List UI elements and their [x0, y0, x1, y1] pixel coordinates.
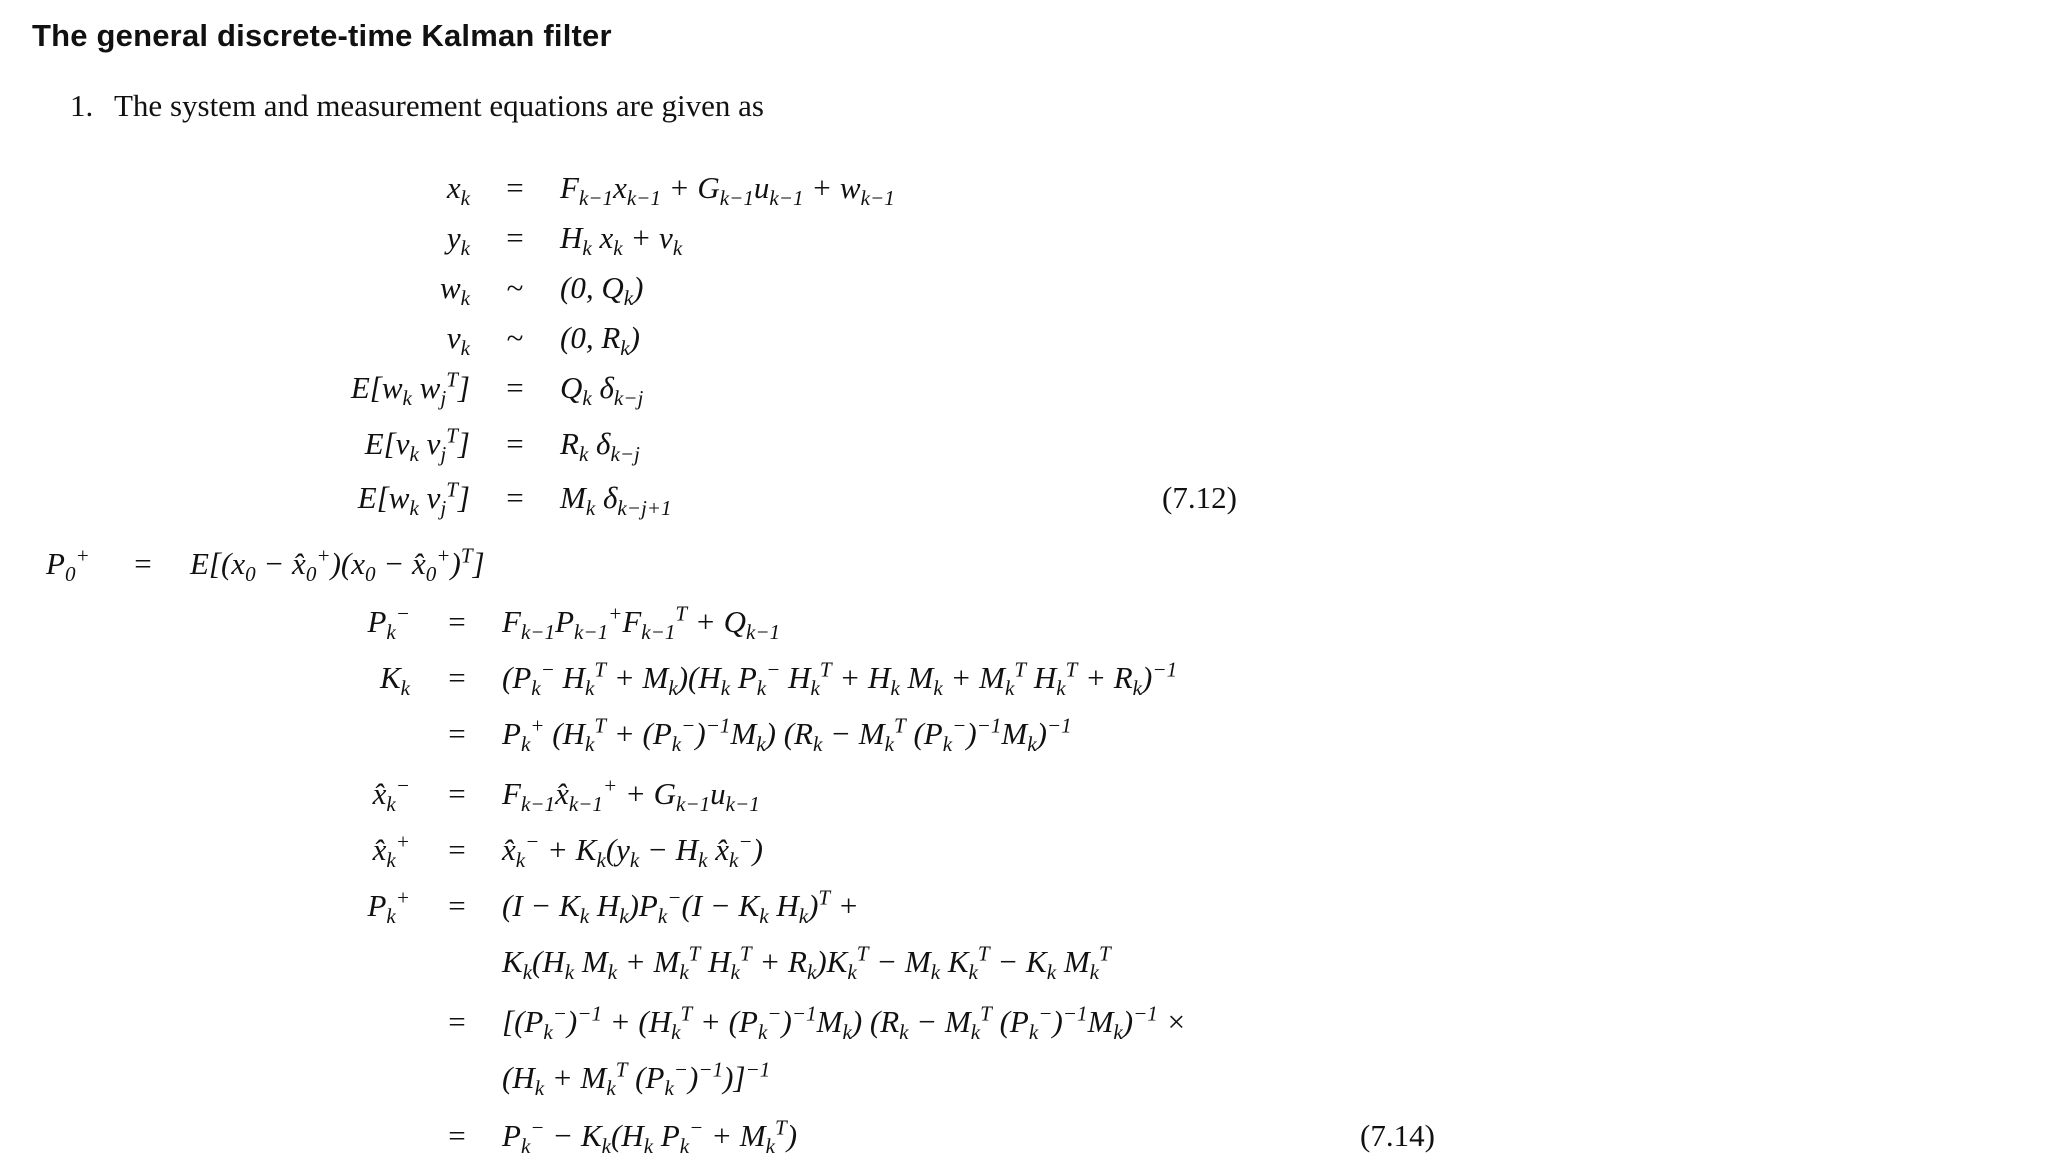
filter-eq-relation: = — [448, 1118, 466, 1153]
equation-tag-7-12: (7.12) — [1162, 480, 1237, 515]
filter-eq-rhs: $x̂_k^- + K_k(y_k - H_k$ $x̂_k^-$) — [502, 829, 763, 873]
system-eq-rhs: (0, $R_k$) — [560, 320, 640, 361]
filter-eq-rhs: $K_k(H_k$ $M_k + M_k^T$ $H_k^T + R_k)K_k^T - M_k$ $K_k^T - K_k$ $M_k^T$ — [502, 941, 1111, 985]
filter-eq-relation: = — [448, 1004, 466, 1039]
list-number: 1. — [70, 88, 94, 123]
filter-eq-lhs: $x̂_k^-$ — [372, 773, 410, 817]
filter-eq-relation: = — [448, 604, 466, 639]
filter-eq-rhs: $P_k^+$ $(H_k^T + (P_k^-)^{-1}M_k) (R_k - M_k^T$ $(P_k^-)^{-1}M_k)^{-1}$ — [502, 713, 1072, 757]
filter-eq-rhs: ($I - K_k$ $H_k)P_k^-(I - K_k$ $H_k)^T$ + — [502, 885, 859, 929]
system-eq-rhs: $F_{k-1}x_{k-1} + G_{k-1}u_{k-1} + w_{k-1}$ — [560, 170, 895, 211]
system-eq-lhs: $w_k$ — [439, 270, 470, 311]
equation-tag-7-14: (7.14) — [1360, 1118, 1435, 1153]
filter-eq-relation: = — [448, 660, 466, 695]
init-eq-rhs: $E[(x_0$ − $x̂_0^+)(x_0$ − $x̂_0^+)^T$] — [190, 543, 485, 587]
system-eq-relation: = — [506, 370, 524, 405]
system-eq-rhs: $R_k$ $\delta_{k-j}$ — [560, 426, 640, 467]
filter-eq-lhs: $P_k^-$ — [367, 601, 410, 645]
filter-eq-rhs: $P_k^- - K_k(H_k$ $P_k^- + M_k^T$) — [502, 1115, 798, 1158]
system-eq-lhs: $E[w_k$ $v_j^T$] — [357, 477, 470, 521]
filter-eq-rhs: $F_{k-1}P_{k-1}^+F_{k-1}^T + Q_{k-1}$ — [502, 601, 781, 645]
filter-eq-rhs: ($P_k^-$ $H_k^T + M_k)(H_k$ $P_k^-$ $H_k^T + H_k$ $M_k + M_k^T$ $H_k^T + R_k)^{-1}$ — [502, 657, 1178, 701]
list-text: The system and measurement equations are given as — [114, 88, 764, 123]
system-eq-lhs: $y_k$ — [446, 220, 470, 261]
init-eq-lhs: $P_0^+$ — [46, 543, 90, 587]
filter-eq-rhs: [$(P_k^-)^{-1} + (H_k^T + (P_k^-)^{-1}M_k) (R_k - M_k^T$ $(P_k^-)^{-1}M_k)^{-1}$ × — [502, 1001, 1187, 1045]
section-heading: The general discrete-time Kalman filter — [32, 18, 612, 53]
system-eq-lhs: $E[v_k$ $v_j^T$] — [364, 423, 470, 467]
filter-eq-lhs: $P_k^+$ — [367, 885, 410, 929]
system-eq-rhs: $H_k$ $x_k + v_k$ — [560, 220, 683, 261]
system-eq-lhs: $E[w_k$ $w_j^T$] — [350, 367, 470, 411]
filter-eq-relation: = — [448, 888, 466, 923]
system-eq-relation: = — [506, 480, 524, 515]
filter-eq-rhs: $F_{k-1}x̂_{k-1}^+ + G_{k-1}u_{k-1}$ — [502, 773, 760, 817]
system-eq-rhs: (0, $Q_k$) — [560, 270, 644, 311]
filter-eq-relation: = — [448, 832, 466, 867]
system-eq-relation: = — [506, 426, 524, 461]
system-eq-relation: ~ — [506, 320, 524, 355]
system-eq-relation: ~ — [506, 270, 524, 305]
filter-eq-lhs: $K_k$ — [379, 660, 410, 701]
filter-eq-relation: = — [448, 776, 466, 811]
init-eq-relation: = — [134, 546, 152, 581]
system-eq-relation: = — [506, 220, 524, 255]
system-eq-lhs: $v_k$ — [446, 320, 470, 361]
system-eq-lhs: $x_k$ — [446, 170, 470, 211]
system-eq-rhs: $M_k$ $\delta_{k-j+1}$ — [560, 480, 672, 521]
filter-eq-lhs: $x̂_k^+$ — [372, 829, 410, 873]
system-eq-relation: = — [506, 170, 524, 205]
filter-eq-rhs: ($H_k + M_k^T$ $(P_k^-)^{-1})]^{-1}$ — [502, 1057, 771, 1101]
system-eq-rhs: $Q_k$ $\delta_{k-j}$ — [560, 370, 644, 411]
list-item-1 — [70, 88, 764, 124]
filter-eq-relation: = — [448, 716, 466, 751]
